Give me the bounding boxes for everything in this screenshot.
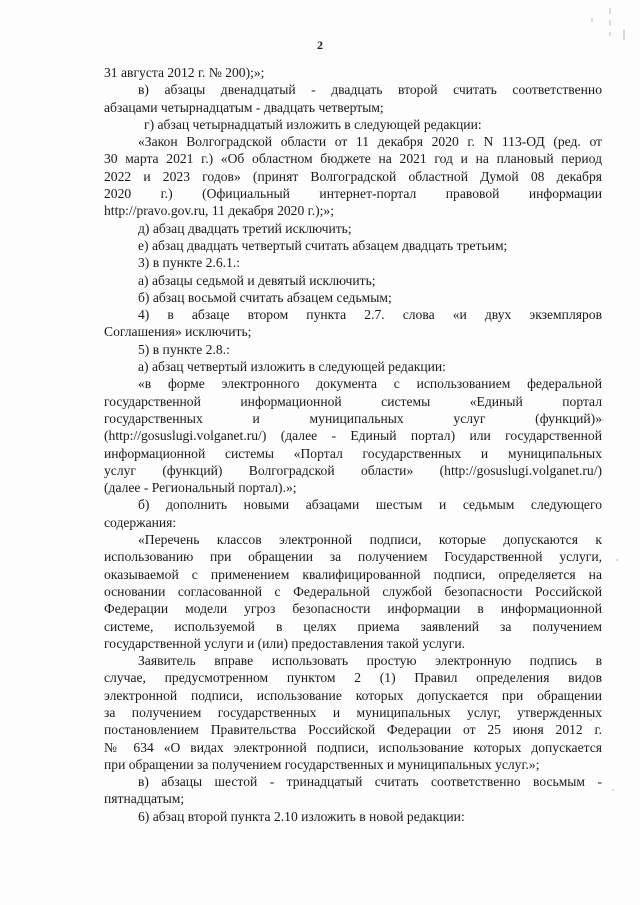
text-line: б) абзац восьмой считать абзацем седьмым; xyxy=(138,289,392,305)
text-line: Соглашения» исключить; xyxy=(104,324,252,340)
text-line: использованию при обращении за получением Государственной услуги, xyxy=(104,549,602,565)
text-line: информационной системы «Портал государственных и муниципальных xyxy=(104,445,602,461)
text-line: пятнадцатым; xyxy=(104,791,185,807)
text-line: 4) в абзаце втором пункта 2.7. слова «и двух экземпляров xyxy=(138,307,602,323)
text-line: содержания: xyxy=(104,514,177,530)
text-line: 2020 г.) (Официальный интернет-портал правовой информации xyxy=(104,186,602,202)
text-line: абзацами четырнадцатым - двадцать четвертым; xyxy=(104,99,384,115)
text-line: «Перечень классов электронной подписи, которые допускаются к xyxy=(138,532,602,548)
text-line: 30 марта 2021 г.) «Об областном бюджете на 2021 год и на плановый период xyxy=(104,151,602,167)
text-line: государственной услуги и (или) предоставления такой услуги. xyxy=(104,635,465,651)
page-number: 2 xyxy=(317,38,323,52)
text-line: 31 августа 2012 г. № 200);»; xyxy=(104,65,265,80)
text-line: основании согласованной с Федеральной службой безопасности Российской xyxy=(104,583,602,599)
text-line: (далее - Региональный портал).»; xyxy=(104,480,297,496)
text-line: б) дополнить новыми абзацами шестым и седьмым следующего xyxy=(138,497,602,513)
text-line: оказываемой с применением квалифицированной подписи, определяется на xyxy=(104,566,602,582)
text-line: в) абзацы шестой - тринадцатый считать соответственно восьмым - xyxy=(138,774,602,790)
text-line: постановлением Правительства Российской Федерации от 25 июня 2012 г. xyxy=(104,722,602,738)
text-line: (http://gosuslugi.volganet.ru/) (далее - Единый портал) или государственной xyxy=(104,428,602,444)
text-line: «Закон Волгоградской области от 11 декабря 2020 г. N 113-ОД (ред. от xyxy=(138,134,602,150)
text-line: за получением государственных и муниципальных услуг, утвержденных xyxy=(104,704,602,720)
text-line: государственных и муниципальных услуг (функций)» xyxy=(104,410,602,426)
text-line: при обращении за получением государственных и муниципальных услуг.»; xyxy=(104,756,540,772)
text-line: № 634 «О видах электронной подписи, использование которых допускается xyxy=(104,739,602,755)
text-line: 5) в пункте 2.8.: xyxy=(138,341,230,357)
text-line: системе, используемой в целях приема заявлений за получением xyxy=(104,618,602,634)
text-line: 2022 и 2023 годов» (принят Волгоградской областной Думой 08 декабря xyxy=(104,168,602,184)
text-line: государственной информационной системы «Единый портал xyxy=(104,393,602,409)
text-line: 6) абзац второй пункта 2.10 изложить в новой редакции: xyxy=(138,808,465,824)
text-line: г) абзац четырнадцатый изложить в следующей редакции: xyxy=(144,116,482,132)
text-line: электронной подписи, использование которых допускается при обращении xyxy=(104,687,602,703)
text-line: Федерации модели угроз безопасности информации в информационной xyxy=(104,601,602,617)
text-line: 3) в пункте 2.6.1.: xyxy=(138,255,241,271)
document-body xyxy=(104,64,602,825)
text-line: а) абзацы седьмой и девятый исключить; xyxy=(138,272,376,288)
text-line: услуг (функций) Волгоградской области» (http://gosuslugi.volganet.ru/) xyxy=(104,462,602,478)
text-line: «в форме электронного документа с использованием федеральной xyxy=(138,376,602,392)
text-line: Заявитель вправе использовать простую электронную подпись в xyxy=(138,653,602,669)
text-line: http://pravo.gov.ru, 11 декабря 2020 г.);»; xyxy=(104,203,334,219)
text-line: е) абзац двадцать четвертый считать абзацем двадцать третьим; xyxy=(138,237,508,253)
text-line: д) абзац двадцать третий исключить; xyxy=(138,220,352,236)
text-line: а) абзац четвертый изложить в следующей редакции: xyxy=(138,359,446,375)
text-line: случае, предусмотренном пунктом 2 (1) Правил определения видов xyxy=(104,670,602,686)
text-line: в) абзацы двенадцатый - двадцать второй считать соответственно xyxy=(138,82,602,98)
